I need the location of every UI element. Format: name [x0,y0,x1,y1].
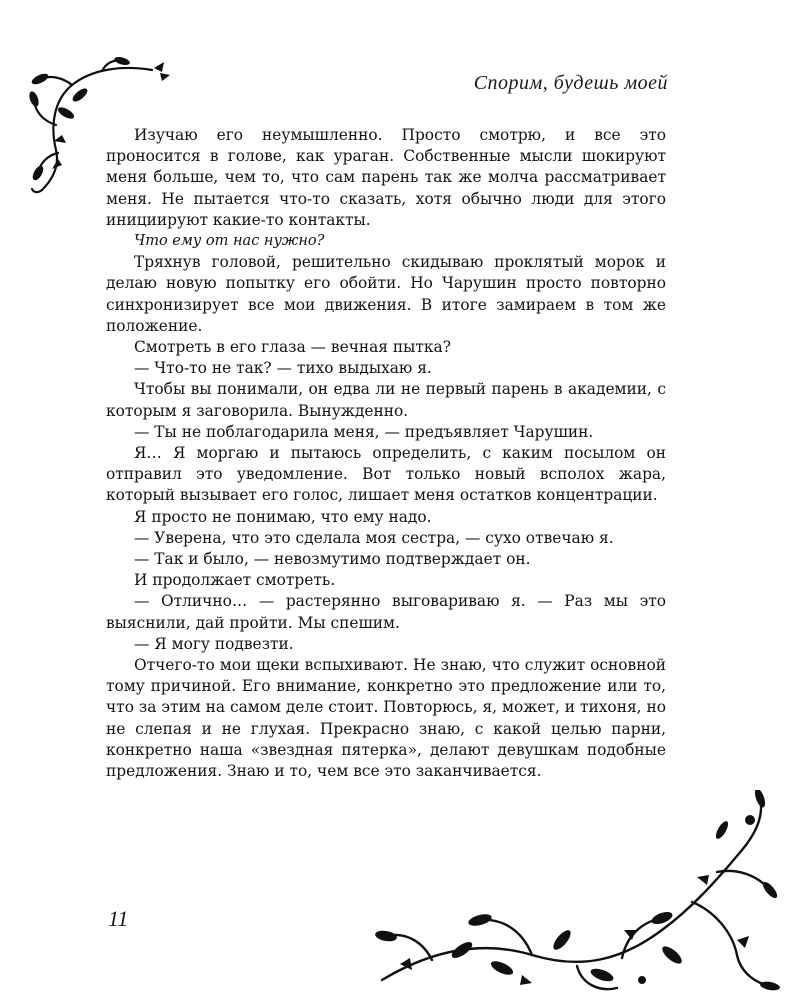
paragraph: Отчего-то мои щеки вспыхивают. Не знаю, что служит основной тому причиной. Его внимание, конкретно это предложение или то, что за этим на самом деле стоит. Повторюсь, я, может, и тихоня, но не слепая и не глухая. Прекрасно знаю, с какой целью парни, конкретно наша «звездная пятерка», делают девушкам подобные предложения. Знаю и то, чем все это заканчивается. [106,656,666,781]
floral-vine-ornament-icon [372,790,792,995]
paragraph: И продолжает смотреть. [134,571,336,590]
page-number: 11 [108,906,129,931]
paragraph: — Уверена, что это сделала моя сестра, — сухо отвечаю я. [134,528,614,547]
body-text [106,125,666,782]
paragraph: Я просто не понимаю, что ему надо. [134,507,432,526]
paragraph: Изучаю его неумышленно. Просто смотрю, и все это проносится в голове, как ураган. Собственные мысли шокируют меня больше, чем то, что сам парень так же молча рассматривает меня. Не пытается что-то сказать, хотя обычно люди для этого инициируют какие-то контакты. [106,126,666,229]
paragraph: — Отлично… — растерянно выговариваю я. — Раз мы это выяснили, дай пройти. Мы спешим. [106,592,666,632]
paragraph-thought: Что ему от нас нужно? [134,233,325,250]
paragraph: — Что-то не так? — тихо выдыхаю я. [134,359,432,378]
paragraph: Смотреть в его глаза — вечная пытка? [134,338,451,357]
running-header-title: Спорим, будешь моей [473,72,668,94]
paragraph: — Я могу подвезти. [134,634,294,653]
paragraph: Я… Я моргаю и пытаюсь определить, с каким посылом он отправил это уведомление. Вот только новый всполох жара, который вызывает его голос, лишает меня остатков концентрации. [106,444,666,505]
paragraph: — Так и было, — невозмутимо подтверждает он. [134,550,531,569]
paragraph: — Ты не поблагодарила меня, — предъявляет Чарушин. [134,422,594,441]
paragraph: Тряхнув головой, решительно скидываю проклятый морок и делаю новую попытку его обойти. Но Чарушин просто повторно синхронизирует все мои движения. В итоге замираем в том же положение. [106,253,666,335]
paragraph: Чтобы вы понимали, он едва ли не первый парень в академии, с которым я заговорила. Вынужденно. [106,380,666,420]
